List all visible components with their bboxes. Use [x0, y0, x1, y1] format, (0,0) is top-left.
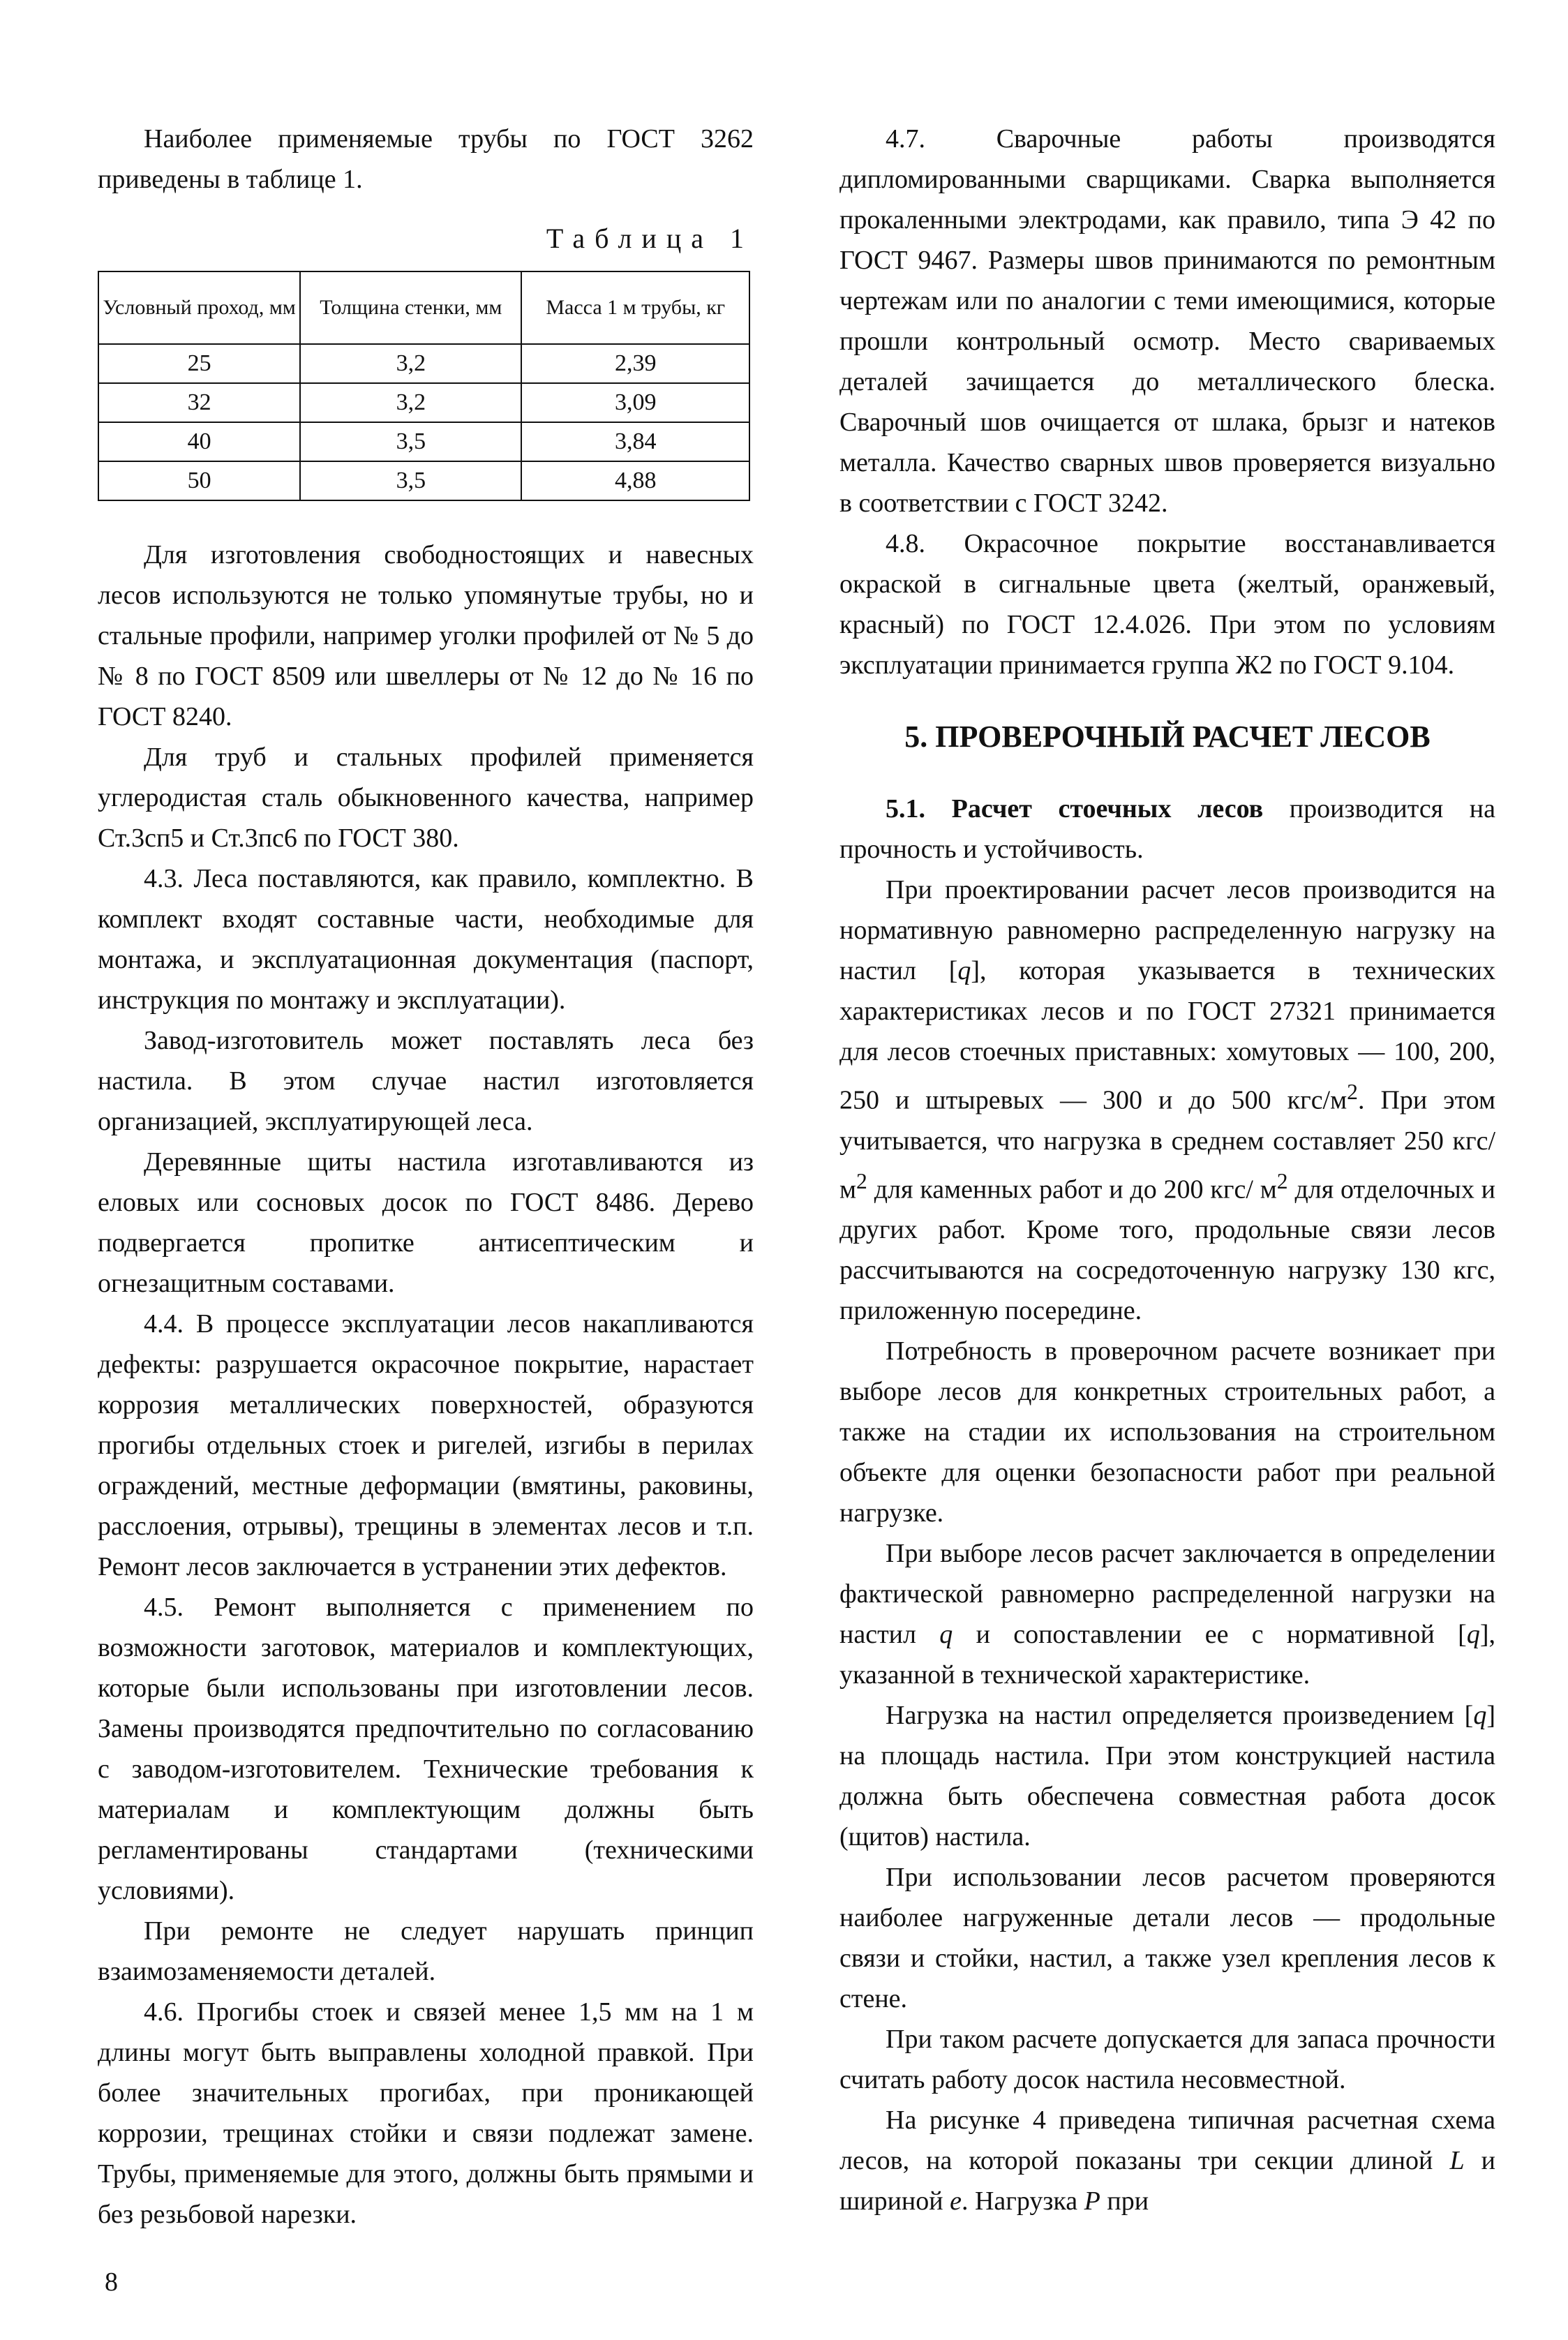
- page-number: 8: [105, 2267, 118, 2297]
- right-column: [839, 119, 1495, 2221]
- text-span: На рисунке 4 приведена типичная расчетная схема лесов, на которой показаны три секции длиной: [839, 2106, 1495, 2176]
- text-span: для отделочных и других работ. Кроме того, продольные связи лесов рассчитываются на сосредоточенную нагрузку 130 кгс, приложенную посередине.: [839, 1175, 1495, 1326]
- table-cell: 3,5: [300, 461, 521, 500]
- table-caption: Таблица 1: [546, 223, 754, 254]
- paragraph-selection: [839, 1533, 1495, 1695]
- text-span: ], которая указывается в технических характеристиках лесов и по ГОСТ 27321 принимается для лесов стоечных приставных: хомутовых — 100, 200, 250 и штыревых — 300 и до 500 кгс/м: [839, 956, 1495, 1115]
- table-cell: 3,09: [521, 383, 749, 422]
- italic-symbol: q: [1466, 1620, 1480, 1650]
- italic-symbol: q: [957, 956, 971, 985]
- paragraph-need-check: Потребность в проверочном расчете возникает при выборе лесов для конкретных строительных работ, а также на стадии их использования на строительном объекте для оценки безопасности работ при реальной нагрузке.: [839, 1336, 1495, 1528]
- paragraph-profiles: Для изготовления свободностоящих и навесных лесов используются не только упомянутые трубы, но и стальные профили, например уголки профилей от № 5 до № 8 по ГОСТ 8509 или швеллеры от № 12 до № 16 по ГОСТ 8240.: [98, 540, 754, 731]
- text-span: Нагрузка на настил определяется произведением [: [886, 1701, 1474, 1731]
- text-span: для каменных работ и до 200 кгс/ м: [867, 1175, 1277, 1205]
- italic-symbol: e: [950, 2186, 962, 2216]
- left-column: [98, 119, 754, 2235]
- superscript: 2: [1347, 1080, 1358, 1104]
- paragraph-figure-4: [839, 2100, 1495, 2221]
- text-span: при: [1100, 2186, 1149, 2216]
- italic-symbol: P: [1084, 2186, 1100, 2216]
- section-heading: 5. ПРОВЕРОЧНЫЙ РАСЧЕТ ЛЕСОВ: [904, 720, 1431, 754]
- text-span: При проектировании расчет лесов производится на нормативную равномерно распределенную нагрузку на настил [: [839, 875, 1495, 985]
- paragraph-5-1: [839, 789, 1495, 870]
- table-cell: 3,2: [300, 344, 521, 383]
- table-row: [98, 461, 749, 500]
- paragraph-4-7: 4.7. Сварочные работы производятся дипломированными сварщиками. Сварка выполняется прокаленными электродами, как правило, типа Э 42 по ГОСТ 9467. Размеры швов принимаются по ремонтным чертежам или по аналогии с теми имеющимися, которые прошли контрольный осмотр. Место свариваемых деталей зачищается до металлического блеска. Сварочный шов очищается от шлака, брызг и натеков металла. Качество сварных швов проверяется визуально в соответствии с ГОСТ 3242.: [839, 124, 1495, 518]
- text-span: ], указанной в технической характеристике.: [839, 1620, 1495, 1690]
- table-cell: 50: [98, 461, 300, 500]
- table-cell: 25: [98, 344, 300, 383]
- text-span: . Нагрузка: [961, 2186, 1084, 2216]
- paragraph-most-loaded: При использовании лесов расчетом проверяются наиболее нагруженные детали лесов — продольные связи и стойки, настил, а также узел крепления лесов к стене.: [839, 1863, 1495, 2014]
- pipe-table: [98, 271, 750, 501]
- text-span: ] на площадь настила. При этом конструкцией настила должна быть обеспечена совместная работа досок (щитов) настила.: [839, 1701, 1495, 1852]
- italic-symbol: q: [939, 1620, 953, 1650]
- paragraph-steel: Для труб и стальных профилей применяется углеродистая сталь обыкновенного качества, например Ст.3сп5 и Ст.3пс6 по ГОСТ 380.: [98, 743, 754, 853]
- paragraph-4-6: 4.6. Прогибы стоек и связей менее 1,5 мм на 1 м длины могут быть выправлены холодной правкой. При более значительных прогибах, при проникающей коррозии, трещинах стойки и связи подлежат замене. Трубы, применяемые для этого, должны быть прямыми и без резьбовой нарезки.: [98, 1997, 754, 2229]
- table-cell: 4,88: [521, 461, 749, 500]
- superscript: 2: [1276, 1168, 1288, 1193]
- table-header-cell: Масса 1 м трубы, кг: [521, 271, 749, 344]
- paragraph-interchangeability: При ремонте не следует нарушать принцип взаимозаменяемости деталей.: [98, 1916, 754, 1986]
- table-cell: 3,2: [300, 383, 521, 422]
- table-cell: 2,39: [521, 344, 749, 383]
- table-header-cell: Условный проход, мм: [98, 271, 300, 344]
- text-span: производится на прочность и устойчивость.: [839, 794, 1495, 864]
- text-span: . При этом учитывается, что нагрузка в среднем составляет 250 кгс/м: [839, 1085, 1495, 1205]
- paragraph-4-4: 4.4. В процессе эксплуатации лесов накапливаются дефекты: разрушается окрасочное покрытие, нарастает коррозия металлических поверхностей, образуются прогибы отдельных стоек и ригелей, изгибы в перилах ограждений, местные деформации (вмятины, раковины, расслоения, отрывы), трещины в элементах лесов и т.п. Ремонт лесов заключается в устранении этих дефектов.: [98, 1309, 754, 1581]
- paragraph-deck-load: [839, 1695, 1495, 1857]
- table-cell: 40: [98, 422, 300, 461]
- paragraph-4-3: 4.3. Леса поставляются, как правило, комплектно. В комплект входят составные части, необходимые для монтажа, и эксплуатационная документация (паспорт, инструкция по монтажу и эксплуатации).: [98, 864, 754, 1015]
- text-span: При выборе лесов расчет заключается в определении фактической равномерно распределенной нагрузки на настил: [839, 1539, 1495, 1650]
- table-cell: 32: [98, 383, 300, 422]
- paragraph-safety-margin: При таком расчете допускается для запаса прочности считать работу досок настила несовместной.: [839, 2025, 1495, 2095]
- section-lead: 5.1. Расчет стоечных лесов: [886, 794, 1264, 824]
- table-cell: 3,84: [521, 422, 749, 461]
- italic-symbol: q: [1473, 1701, 1487, 1731]
- paragraph-design-load: [839, 870, 1495, 1331]
- table-cell: 3,5: [300, 422, 521, 461]
- paragraph-wooden-shields: Деревянные щиты настила изготавливаются из еловых или сосновых досок по ГОСТ 8486. Дерево подвергается пропитке антисептическим и огнезащитным составами.: [98, 1147, 754, 1298]
- table-header-row: [98, 271, 749, 344]
- table-row: [98, 344, 749, 383]
- paragraph-manufacturer: Завод-изготовитель может поставлять леса без настила. В этом случае настил изготовляется организацией, эксплуатирующей леса.: [98, 1026, 754, 1136]
- intro-paragraph: Наиболее применяемые трубы по ГОСТ 3262 приведены в таблице 1.: [98, 124, 754, 194]
- table-row: [98, 422, 749, 461]
- table-row: [98, 383, 749, 422]
- text-span: и шириной: [839, 2146, 1495, 2216]
- italic-symbol: L: [1449, 2146, 1465, 2176]
- paragraph-4-5: 4.5. Ремонт выполняется с применением по возможности заготовок, материалов и комплектующих, которые были использованы при изготовлении лесов. Замены производятся предпочтительно по согласованию с заводом-изготовителем. Технические требования к материалам и комплектующим должны быть регламентированы стандартами (техническими условиями).: [98, 1593, 754, 1905]
- superscript: 2: [856, 1168, 867, 1193]
- table-header-cell: Толщина стенки, мм: [300, 271, 521, 344]
- text-span: и сопоставлении ее с нормативной [: [953, 1620, 1467, 1650]
- paragraph-4-8: 4.8. Окрасочное покрытие восстанавливается окраской в сигнальные цвета (желтый, оранжевый, красный) по ГОСТ 12.4.026. При этом по условиям эксплуатации принимается группа Ж2 по ГОСТ 9.104.: [839, 529, 1495, 680]
